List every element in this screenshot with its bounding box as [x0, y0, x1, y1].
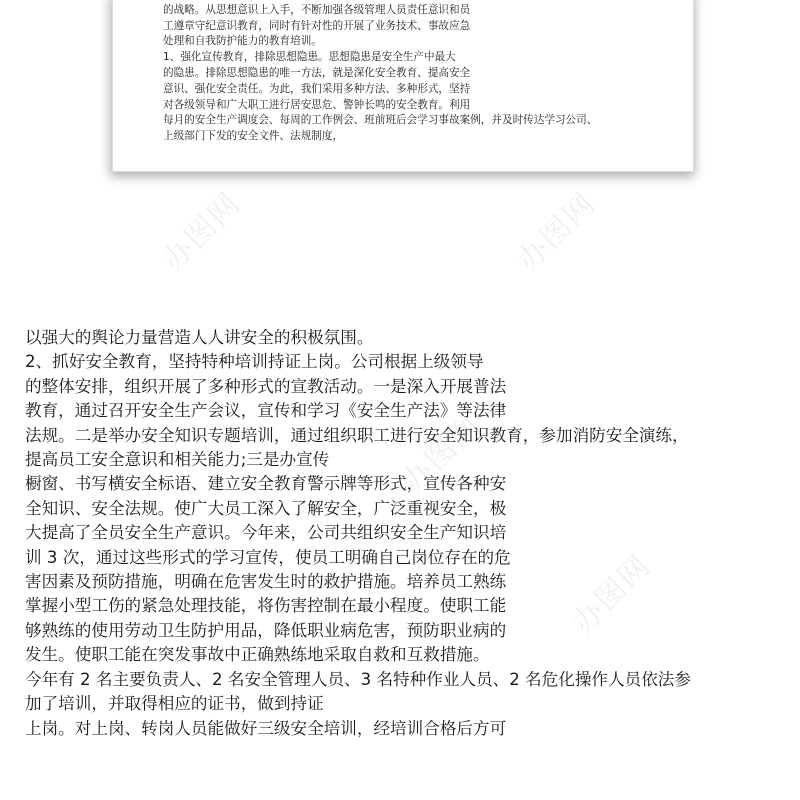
card-line: 上级部门下发的安全文件、法规制度， [163, 130, 344, 143]
card-line: 对各级领导和广大职工进行居安思危、警钟长鸣的安全教育。利用 [163, 98, 471, 111]
paragraph-line: 教育，通过召开安全生产会议，宣传和学习《安全生产法》等法律 [25, 401, 507, 421]
watermark: 办图网 [155, 185, 249, 279]
card-line: 的隐患。排除思想隐患的唯一方法，就是深化安全教育、提高安全 [163, 66, 471, 79]
paragraph-line: 掌握小型工伤的紧急处理技能，将伤害控制在最小程度。使职工能 [25, 596, 507, 616]
paragraph-line: 发生。使职工能在突发事故中正确熟练地采取自救和互救措施。 [25, 645, 490, 665]
paragraph-line: 以强大的舆论力量营造人人讲安全的积极氛围。 [25, 328, 374, 347]
paragraph-line: 法规。二是举办安全知识专题培训，通过组织职工进行安全知识教育，参加消防安全演练， [25, 425, 689, 445]
paragraph-line: 训 3 次，通过这些形式的学习宣传，使员工明确自己岗位存在的危 [25, 547, 511, 567]
paragraph-line: 提高员工安全意识和相关能力;三是办宣传 [25, 450, 330, 470]
paragraph-line: 橱窗、书写横安全标语、建立安全教育警示牌等形式，宣传各种安 [25, 474, 507, 494]
body-text [25, 326, 795, 741]
card-line: 处理和自我防护能力的教育培训。 [163, 35, 322, 48]
document-card [112, 0, 694, 172]
paragraph-line: 加了培训，并取得相应的证书，做到持证 [25, 694, 324, 714]
card-line: 每月的安全生产调度会、每周的工作例会、班前班后会学习事故案例，并及时传达学习公司、 [163, 114, 598, 127]
card-line: 工遵章守纪意识教育，同时有针对性的开展了业务技术、事故应急 [163, 19, 471, 32]
paragraph-line: 够熟练的使用劳动卫生防护用品，降低职业病危害，预防职业病的 [25, 620, 507, 640]
card-line: 意识、强化安全责任。为此，我们采用多种方法、多种形式，坚持 [163, 82, 471, 95]
paragraph-line: 全知识、安全法规。使广大员工深入了解安全，广泛重视安全，极 [25, 498, 507, 518]
card-line: 的战略。从思想意识上入手，不断加强各级管理人员责任意识和员 [163, 3, 471, 16]
paragraph-line: 上岗。对上岗、转岗人员能做好三级安全培训，经培训合格后方可 [25, 718, 507, 738]
card-line: 1、强化宣传教育，排除思想隐患。思想隐患是安全生产中最大 [163, 51, 456, 64]
paragraph-line: 今年有 2 名主要负责人、2 名安全管理人员、3 名特种作业人员、2 名危化操作人员依法参 [25, 669, 691, 689]
card-text [163, 0, 683, 145]
watermark: 办图网 [395, 407, 489, 501]
paragraph-line: 害因素及预防措施，明确在危害发生时的救护措施。培养员工熟练 [25, 572, 507, 592]
paragraph-line: 大提高了全员安全生产意识。今年来，公司共组织安全生产知识培 [25, 523, 507, 543]
paragraph-line: 的整体安排，组织开展了多种形式的宣教活动。一是深入开展普法 [25, 376, 507, 396]
watermark: 办图网 [565, 547, 659, 641]
watermark: 办图网 [510, 185, 604, 279]
paragraph-line: 2、抓好安全教育，坚持特种培训持证上岗。公司根据上级领导 [25, 352, 484, 372]
